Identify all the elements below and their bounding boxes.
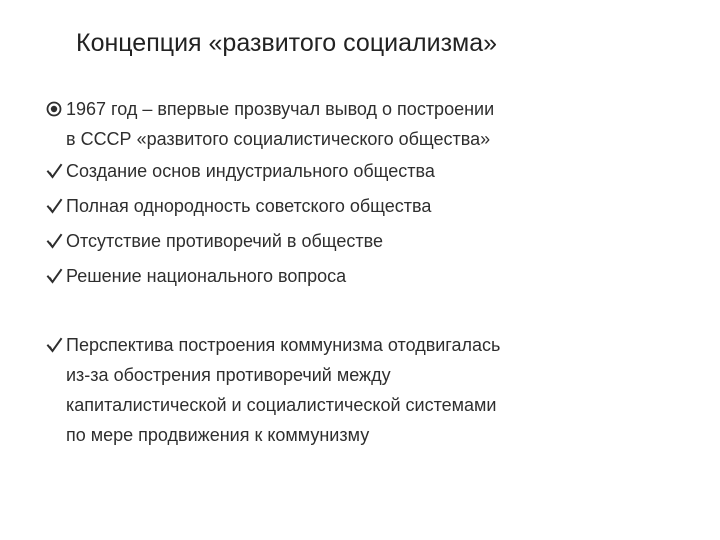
bullet-line: из-за обострения противоречий между [66,365,391,385]
bullet-item-1967 [46,94,494,154]
bullet-item-industrial [46,156,435,186]
check-arrow-icon [46,191,66,221]
bullet-line: Решение национального вопроса [66,266,347,286]
bullet-line: Создание основ индустриального общества [66,161,435,181]
bullet-line: капиталистической и социалистической системами [66,395,497,415]
check-arrow-icon [46,156,66,186]
bullet-line: в СССР «развитого социалистического общества» [66,129,491,149]
slide-title: Концепция «развитого социализма» [76,29,498,57]
bullet-item-homogeneity [46,191,431,221]
bullet-text [66,330,500,450]
bullet-text [66,261,346,291]
target-circle-icon [46,94,66,124]
bullet-item-national-question [46,261,346,291]
bullet-line: Отсутствие противоречий в обществе [66,231,384,251]
check-arrow-icon [46,226,66,256]
check-arrow-icon [46,261,66,291]
bullet-item-communism-perspective [46,330,500,450]
bullet-text [66,226,383,256]
bullet-line: Перспектива построения коммунизма отодвигалась [66,335,501,355]
bullet-text [66,191,431,221]
bullet-line: 1967 год – впервые прозвучал вывод о построении [66,99,495,119]
bullet-text [66,94,494,154]
bullet-text [66,156,435,186]
bullet-line: Полная однородность советского общества [66,196,432,216]
bullet-item-no-contradictions [46,226,383,256]
check-arrow-icon [46,330,66,360]
bullet-line: по мере продвижения к коммунизму [66,425,370,445]
